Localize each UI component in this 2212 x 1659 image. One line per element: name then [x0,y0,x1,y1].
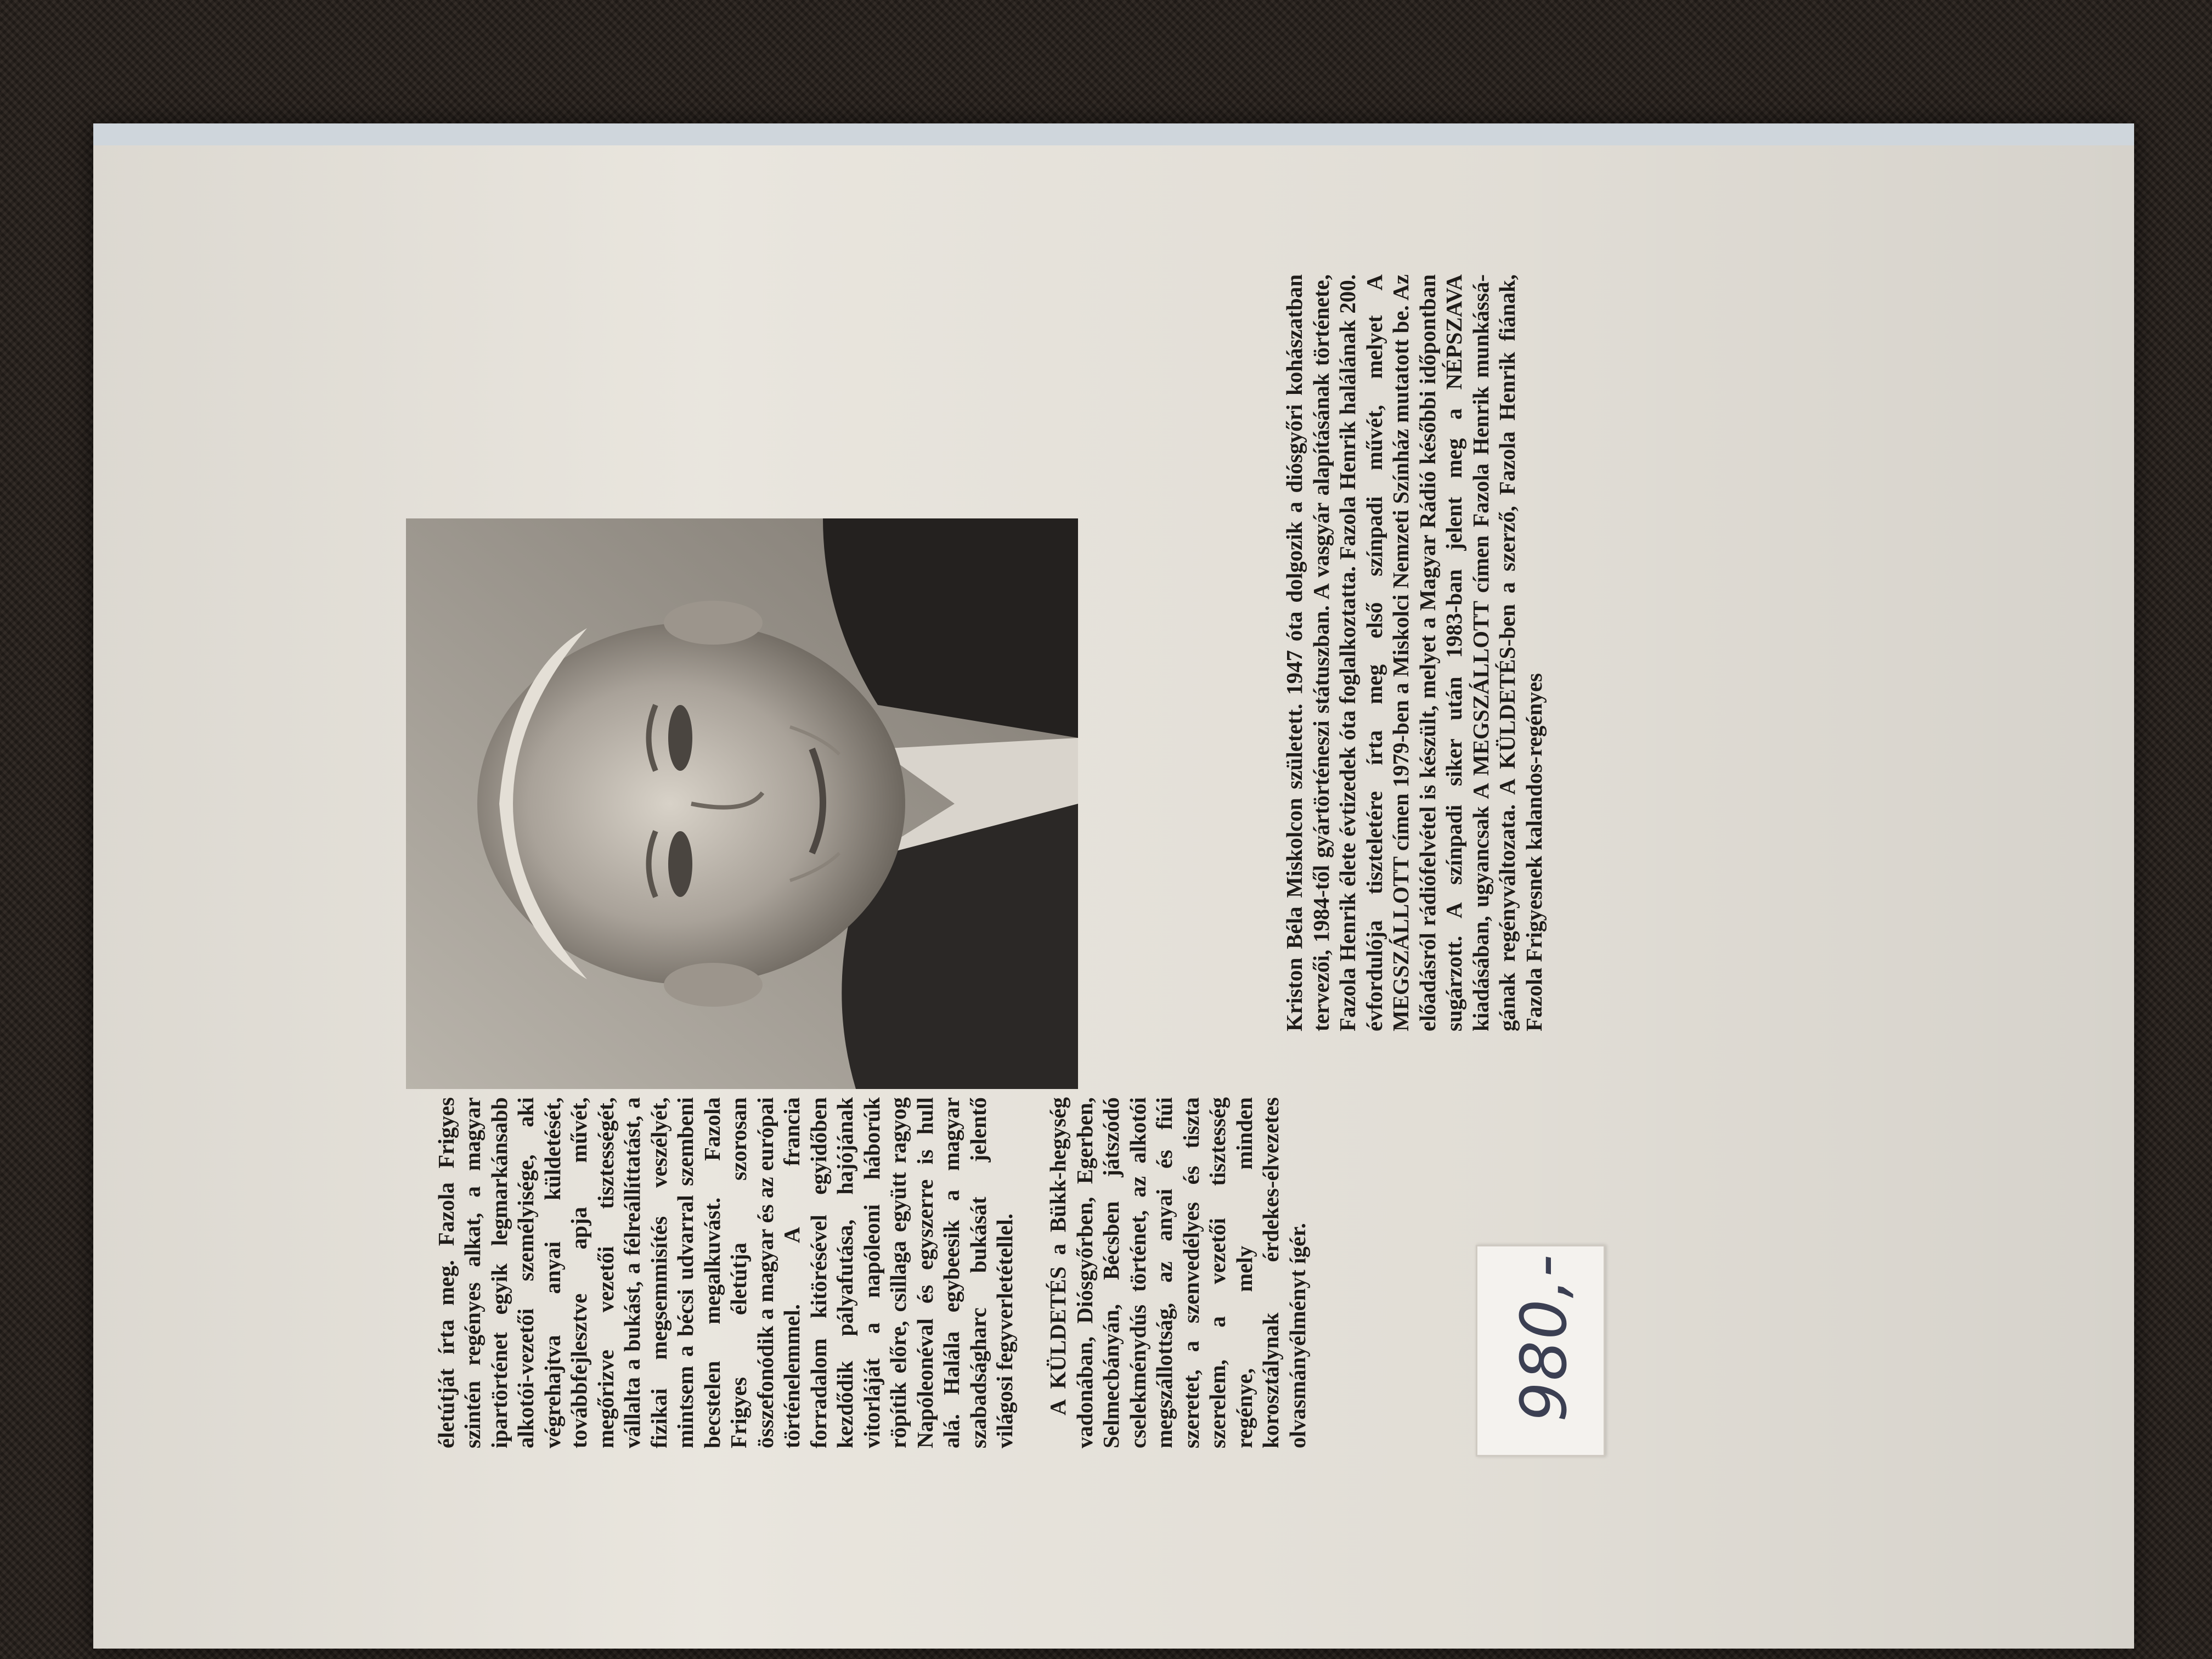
book-back-cover [93,123,2134,1649]
author-photo [406,518,1078,1089]
price-handwritten: 980,- [1508,1253,1581,1422]
price-sticker [1476,1245,1605,1457]
rotated-content [93,145,2134,1649]
bio-text-column-top: Kriston Béla Miskolcon született. 1947 óta dolgozik a diósgyőri kohászatban tervezői, 1984-től gyártörténeszi státuszban. A vasgyár alapításának története, Fazola Henrik élete évtizedek óta foglalkoztatta. Fazola Henrik halálának 200. évfordulója tiszteletére írta meg első színpadi művét, melyet A MEGSZÁLLOTT címen 1979-ben a Miskolci Nemzeti Színház mutatott be. Az előadásról rádiófelvétel is készült, melyet a Magyar Rádió későbbi időpontban sugárzott. A színpadi siker után 1983-ban jelent meg a NÉPSZAVA kiadásában, ugyancsak A MEGSZÁLLOTT címen Fazola Henrik munkássá-gának regényváltozata. A KÜLDETÉS-ben a szerző, Fazola Henrik fiának, Fazola Frigyesnek kalandos-regényes [1282,274,1547,1031]
bio-paragraph-2: A KÜLDETÉS a Bükk-hegység vadonában, Diósgyőrben, Egerben, Selmecbányán, Bécsben játszódó cselekménydús történet, az alkotói megszállottság, az anyai és fiúi szeretet, a szenvedélyes és tiszta szerelem, a vezetői tisztesség regénye, mely minden korosztálynak érdekes-élvezetes olvasmányélményt ígér. [1045,1097,1310,1448]
bio-text-column-bottom [406,1097,1849,1448]
bio-paragraph-1: életútját írta meg. Fazola Frigyes szintén regényes alkat, a magyar ipartörténet egyik legmarkánsabb alkotói-vezetői személyisége, aki végrehajtva anyai küldetését, továbbfejlesztve apja művét, megőrizve vezetői tisztességét, vállalta a bukást, a félreállíttatást, a fizikai megsemmisítés veszélyét, mintsem a bécsi udvarral szembeni becstelen megalkuvást. Fazola Frigyes életútja szorosan összefonódik a magyar és az európai történelemmel. A francia forradalom kitörésével egyidőben kezdődik pályafutása, hajójának vitorláját a napóleoni háborúk röpítik előre, csillaga együtt ragyog Napóleonéval és egyszerre is hull alá. Halála egybeesik a magyar szabadságharc bukását jelentő világosi fegyverletétellel. [433,1097,1017,1448]
